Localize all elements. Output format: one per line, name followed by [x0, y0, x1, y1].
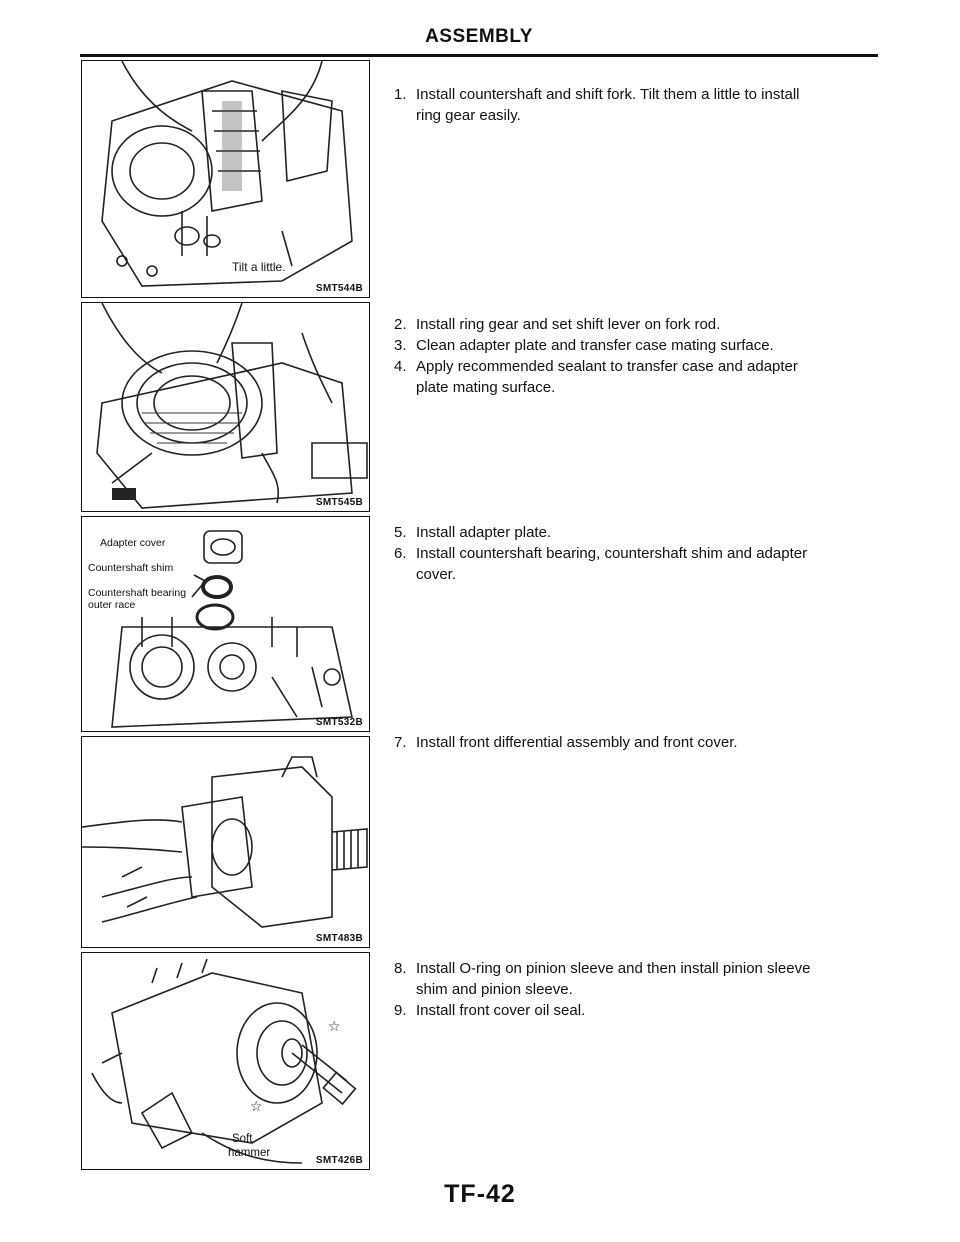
step-number: 1. [394, 86, 407, 103]
step-group-5 [390, 958, 890, 1021]
figure-illustration [82, 953, 370, 1170]
step-text-cont: cover. [416, 566, 457, 583]
step-text: Install front cover oil seal. [416, 1002, 586, 1019]
step-group-3 [390, 522, 890, 585]
step-text-cont: plate mating surface. [416, 379, 556, 396]
step-item [390, 335, 890, 356]
step-item [390, 1000, 890, 1021]
figure-code: SMT483B [315, 933, 363, 944]
step-text: Install countershaft bearing, countershaft shim and adapter [416, 545, 808, 562]
step-number: 7. [394, 734, 407, 751]
step-item [390, 84, 890, 126]
figure-front-cover [81, 736, 370, 948]
figure-oil-seal [81, 952, 370, 1170]
step-text-cont: ring gear easily. [416, 107, 521, 124]
callout-soft: Soft [232, 1133, 253, 1145]
figure-ring-gear-install [81, 302, 370, 512]
callout-adapter-cover: Adapter cover [100, 537, 166, 549]
step-item [390, 543, 890, 585]
callout-countershaft-bearing: Countershaft bearing [88, 587, 187, 599]
page-title: ASSEMBLY [425, 26, 533, 47]
callout-tilt: Tilt a little. [232, 260, 286, 274]
step-item [390, 522, 890, 543]
step-text-cont: shim and pinion sleeve. [416, 981, 573, 998]
figure-illustration [82, 517, 370, 732]
star-icon: ☆ [250, 1099, 263, 1115]
figure-countershaft-install [81, 60, 370, 298]
step-text: Clean adapter plate and transfer case mating surface. [416, 337, 774, 354]
figure-illustration [82, 303, 370, 512]
step-text: Apply recommended sealant to transfer case and adapter [416, 358, 798, 375]
step-item [390, 732, 890, 753]
step-text: Install front differential assembly and front cover. [416, 734, 738, 751]
step-group-2 [390, 314, 890, 398]
step-text: Install countershaft and shift fork. Tilt them a little to install [416, 86, 800, 103]
page-header [80, 20, 878, 57]
figure-code: SMT545B [315, 497, 363, 508]
step-item [390, 356, 890, 398]
page-number: TF-42 [444, 1180, 516, 1208]
star-icon: ☆ [328, 1019, 341, 1035]
figure-code: SMT532B [315, 717, 363, 728]
figure-illustration [82, 737, 370, 948]
step-number: 3. [394, 337, 407, 354]
step-number: 9. [394, 1002, 407, 1019]
callout-hammer: hammer [228, 1147, 271, 1159]
step-number: 5. [394, 524, 407, 541]
step-item [390, 314, 890, 335]
figure-code: SMT426B [315, 1155, 363, 1166]
step-number: 4. [394, 358, 407, 375]
callout-countershaft-shim: Countershaft shim [88, 562, 174, 574]
step-text: Install O-ring on pinion sleeve and then install pinion sleeve [416, 960, 811, 977]
step-text: Install adapter plate. [416, 524, 552, 541]
step-number: 6. [394, 545, 407, 562]
arrow-marker-icon [112, 488, 136, 500]
figure-code: SMT544B [315, 283, 363, 294]
callout-outer-race: outer race [88, 599, 136, 611]
step-item [390, 958, 890, 1000]
step-group-4 [390, 732, 890, 753]
step-number: 2. [394, 316, 407, 333]
figure-illustration [82, 61, 370, 298]
step-group-1 [390, 84, 890, 126]
step-text: Install ring gear and set shift lever on fork rod. [416, 316, 721, 333]
figure-adapter-cover [81, 516, 370, 732]
step-number: 8. [394, 960, 407, 977]
